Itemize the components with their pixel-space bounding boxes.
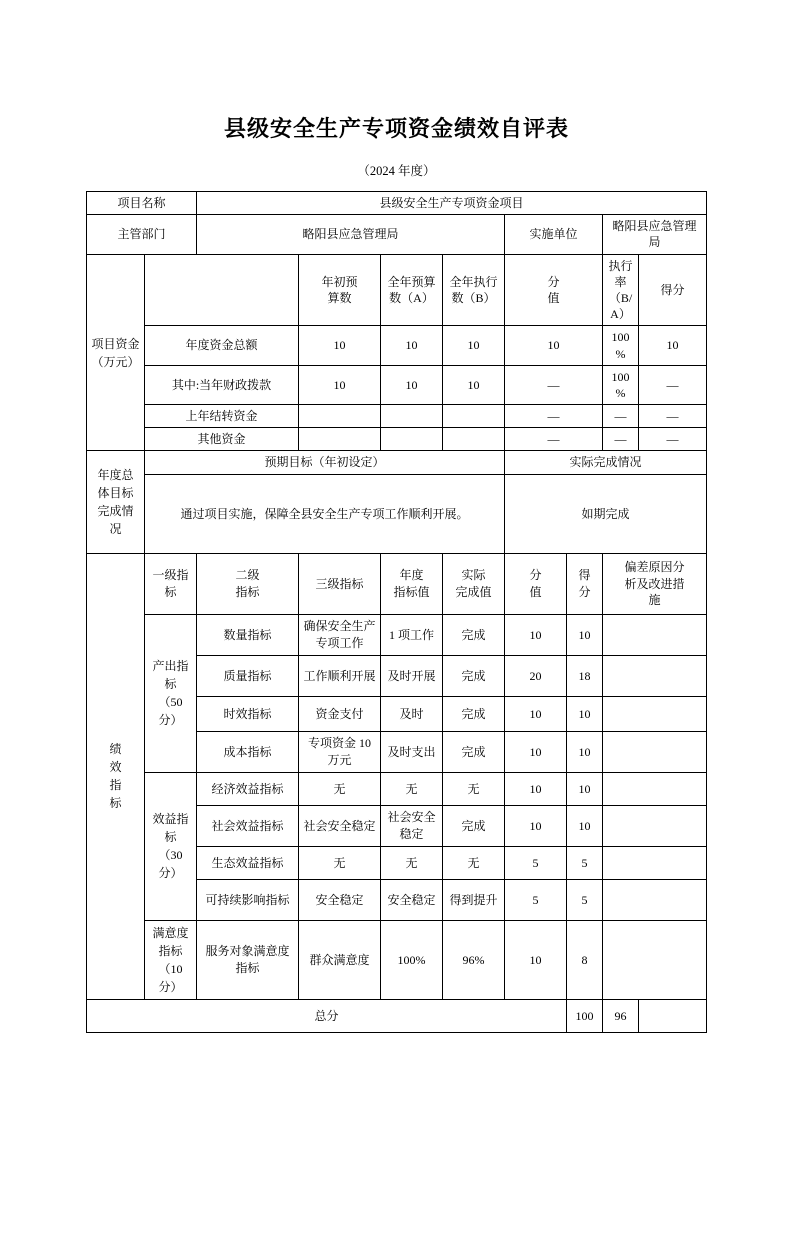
funds-header-score-value: 分 值 <box>505 254 603 326</box>
annual-goal-row-label: 年度总 体目标 完成情 况 <box>86 451 144 553</box>
funds-row-label-2: 上年结转资金 <box>144 405 298 428</box>
funds-annual-exec-3 <box>443 428 505 451</box>
indicator-actual-value: 完成 <box>443 731 505 772</box>
indicator-score: 10 <box>567 696 603 731</box>
funds-header-annual-exec: 全年执行 数（B） <box>443 254 505 326</box>
total-deviation <box>639 999 707 1032</box>
table-row-funds-other <box>86 428 706 451</box>
indicator-actual-value: 96% <box>443 920 505 999</box>
indicator-level3: 确保安全生产专项工作 <box>299 614 381 655</box>
indicator-deviation <box>603 772 707 805</box>
funds-initial-2 <box>299 405 381 428</box>
table-row-total <box>86 999 706 1032</box>
indicator-actual-value: 完成 <box>443 696 505 731</box>
indicators-header-score-value: 分 值 <box>505 553 567 614</box>
indicator-annual-value: 100% <box>381 920 443 999</box>
funds-exec-rate-0: 100% <box>603 326 639 365</box>
indicator-level3: 群众满意度 <box>299 920 381 999</box>
indicator-score-value: 5 <box>505 846 567 879</box>
indicator-score-value: 5 <box>505 879 567 920</box>
annual-goal-expected-value: 通过项目实施，保障全县安全生产专项工作顺利开展。 <box>144 474 504 553</box>
indicator-score-value: 10 <box>505 772 567 805</box>
document-page <box>0 112 793 1234</box>
funds-initial-3 <box>299 428 381 451</box>
indicator-actual-value: 完成 <box>443 614 505 655</box>
indicator-level2: 可持续影响指标 <box>197 879 299 920</box>
indicator-level3: 无 <box>299 846 381 879</box>
funds-header-initial: 年初预 算数 <box>299 254 381 326</box>
funds-score-value-2: — <box>505 405 603 428</box>
funds-row-label: 项目资金 （万元） <box>86 254 144 451</box>
annual-goal-expected-header: 预期目标（年初设定） <box>144 451 504 474</box>
funds-header-annual-budget: 全年预算 数（A） <box>381 254 443 326</box>
funds-annual-exec-0: 10 <box>443 326 505 365</box>
indicator-deviation <box>603 655 707 696</box>
indicator-annual-value: 及时开展 <box>381 655 443 696</box>
funds-blank-corner <box>144 254 298 326</box>
indicators-header-annual-value: 年度 指标值 <box>381 553 443 614</box>
unit-label: 实施单位 <box>505 215 603 254</box>
funds-row-label-0: 年度资金总额 <box>144 326 298 365</box>
funds-score-1: — <box>639 365 707 404</box>
indicator-deviation <box>603 614 707 655</box>
funds-exec-rate-1: 100% <box>603 365 639 404</box>
indicator-annual-value: 1 项工作 <box>381 614 443 655</box>
unit-value: 略阳县应急管理局 <box>603 215 707 254</box>
indicator-level2: 经济效益指标 <box>197 772 299 805</box>
funds-annual-budget-3 <box>381 428 443 451</box>
funds-score-value-3: — <box>505 428 603 451</box>
indicator-score-value: 10 <box>505 696 567 731</box>
indicator-score-value: 10 <box>505 614 567 655</box>
page-subtitle: （2024 年度） <box>357 164 436 178</box>
funds-score-value-0: 10 <box>505 326 603 365</box>
indicator-annual-value: 社会安全稳定 <box>381 805 443 846</box>
indicator-annual-value: 安全稳定 <box>381 879 443 920</box>
indicator-score: 18 <box>567 655 603 696</box>
funds-annual-budget-0: 10 <box>381 326 443 365</box>
page-title: 县级安全生产专项资金绩效自评表 <box>223 116 569 141</box>
indicator-level3: 工作顺利开展 <box>299 655 381 696</box>
table-row-indicator <box>86 772 706 805</box>
indicator-deviation <box>603 920 707 999</box>
indicator-level1-satisfaction: 满意度 指标 （10 分） <box>144 920 196 999</box>
indicator-level2: 成本指标 <box>197 731 299 772</box>
funds-initial-0: 10 <box>299 326 381 365</box>
funds-score-value-1: — <box>505 365 603 404</box>
indicator-score-value: 10 <box>505 731 567 772</box>
funds-annual-budget-2 <box>381 405 443 428</box>
indicator-deviation <box>603 696 707 731</box>
funds-score-0: 10 <box>639 326 707 365</box>
indicator-level3: 资金支付 <box>299 696 381 731</box>
indicator-level1-benefit: 效益指 标 （30 分） <box>144 772 196 920</box>
indicator-deviation <box>603 805 707 846</box>
indicator-actual-value: 无 <box>443 846 505 879</box>
indicator-annual-value: 无 <box>381 772 443 805</box>
funds-exec-rate-2: — <box>603 405 639 428</box>
indicator-actual-value: 无 <box>443 772 505 805</box>
indicators-header-level3: 三级指标 <box>299 553 381 614</box>
indicator-level3: 专项资金 10 万元 <box>299 731 381 772</box>
total-label: 总分 <box>86 999 566 1032</box>
funds-row-label-1: 其中:当年财政拨款 <box>144 365 298 404</box>
indicator-deviation <box>603 731 707 772</box>
total-score-value: 100 <box>567 999 603 1032</box>
table-row-indicator <box>86 614 706 655</box>
funds-score-2: — <box>639 405 707 428</box>
funds-annual-exec-2 <box>443 405 505 428</box>
table-row-department <box>86 215 706 254</box>
table-row-funds-total <box>86 326 706 365</box>
indicator-level2: 时效指标 <box>197 696 299 731</box>
funds-header-score: 得分 <box>639 254 707 326</box>
indicator-level3: 社会安全稳定 <box>299 805 381 846</box>
indicators-header-level1: 一级指 标 <box>144 553 196 614</box>
dept-value: 略阳县应急管理局 <box>197 215 505 254</box>
project-name-value: 县级安全生产专项资金项目 <box>197 192 707 215</box>
indicator-level3: 无 <box>299 772 381 805</box>
indicator-score-value: 10 <box>505 920 567 999</box>
indicator-score: 10 <box>567 731 603 772</box>
funds-annual-exec-1: 10 <box>443 365 505 404</box>
funds-row-label-3: 其他资金 <box>144 428 298 451</box>
indicators-header-level2: 二级 指标 <box>197 553 299 614</box>
indicator-level2: 服务对象满意度指标 <box>197 920 299 999</box>
table-row-funds-carryover <box>86 405 706 428</box>
indicator-score: 10 <box>567 772 603 805</box>
indicator-level2: 质量指标 <box>197 655 299 696</box>
indicator-score: 8 <box>567 920 603 999</box>
funds-score-3: — <box>639 428 707 451</box>
indicator-annual-value: 无 <box>381 846 443 879</box>
table-row-annual-goal-content <box>86 474 706 553</box>
indicator-level1-output: 产出指 标 （50 分） <box>144 614 196 772</box>
indicator-actual-value: 完成 <box>443 655 505 696</box>
indicators-row-label: 绩 效 指 标 <box>86 553 144 999</box>
indicator-annual-value: 及时 <box>381 696 443 731</box>
indicator-deviation <box>603 879 707 920</box>
annual-goal-actual-value: 如期完成 <box>505 474 707 553</box>
indicator-level2: 生态效益指标 <box>197 846 299 879</box>
indicators-header-deviation: 偏差原因分 析及改进措 施 <box>603 553 707 614</box>
indicator-actual-value: 得到提升 <box>443 879 505 920</box>
funds-exec-rate-3: — <box>603 428 639 451</box>
indicator-actual-value: 完成 <box>443 805 505 846</box>
table-row-project-name <box>86 192 706 215</box>
table-row-annual-goal-header <box>86 451 706 474</box>
indicator-annual-value: 及时支出 <box>381 731 443 772</box>
project-name-label: 项目名称 <box>86 192 196 215</box>
indicator-score: 10 <box>567 805 603 846</box>
table-row-indicators-header <box>86 553 706 614</box>
funds-annual-budget-1: 10 <box>381 365 443 404</box>
total-score: 96 <box>603 999 639 1032</box>
indicators-header-actual-value: 实际 完成值 <box>443 553 505 614</box>
indicators-header-score: 得 分 <box>567 553 603 614</box>
indicator-level3: 安全稳定 <box>299 879 381 920</box>
annual-goal-actual-header: 实际完成情况 <box>505 451 707 474</box>
performance-self-evaluation-table <box>86 191 707 1033</box>
indicator-score: 5 <box>567 846 603 879</box>
indicator-score: 5 <box>567 879 603 920</box>
indicator-score-value: 20 <box>505 655 567 696</box>
indicator-score: 10 <box>567 614 603 655</box>
indicator-deviation <box>603 846 707 879</box>
table-row-indicator <box>86 920 706 999</box>
dept-label: 主管部门 <box>86 215 196 254</box>
table-row-funds-appropriation <box>86 365 706 404</box>
funds-header-exec-rate: 执行率 （B/A） <box>603 254 639 326</box>
indicator-level2: 数量指标 <box>197 614 299 655</box>
funds-initial-1: 10 <box>299 365 381 404</box>
indicator-score-value: 10 <box>505 805 567 846</box>
indicator-level2: 社会效益指标 <box>197 805 299 846</box>
table-row-funds-header <box>86 254 706 326</box>
